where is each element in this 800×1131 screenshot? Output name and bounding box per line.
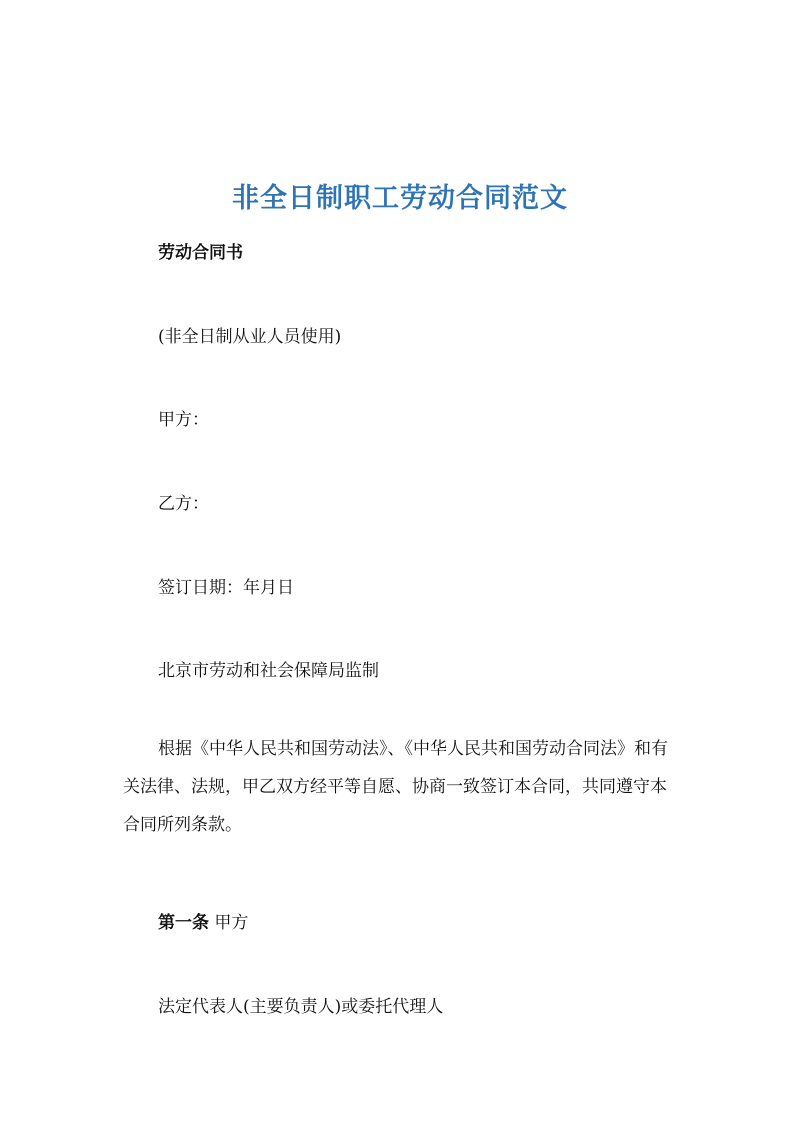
article-1-label: 第一条	[158, 913, 209, 933]
party-b-label: 乙方：	[158, 494, 209, 514]
document-title: 非全日制职工劳动合同范文	[232, 183, 568, 214]
article-1-text: 甲方	[214, 913, 249, 933]
legal-representative-line: 法定代表人(主要负责人)或委托代理人	[158, 997, 444, 1017]
article-1	[158, 908, 248, 933]
party-a-label: 甲方：	[158, 410, 209, 430]
usage-subtitle: (非全日制从业人员使用)	[158, 327, 342, 347]
preamble-paragraph: 根据《中华人民共和国劳动法》、《中华人民共和国劳动合同法》和有关法律、法规，甲乙双方经平等自愿、协商一致签订本合同，共同遵守本合同所列条款。	[123, 739, 668, 835]
supervisor-line: 北京市劳动和社会保障局监制	[158, 661, 379, 681]
contract-heading: 劳动合同书	[158, 243, 243, 263]
signing-date: 签订日期：年月日	[158, 578, 294, 598]
